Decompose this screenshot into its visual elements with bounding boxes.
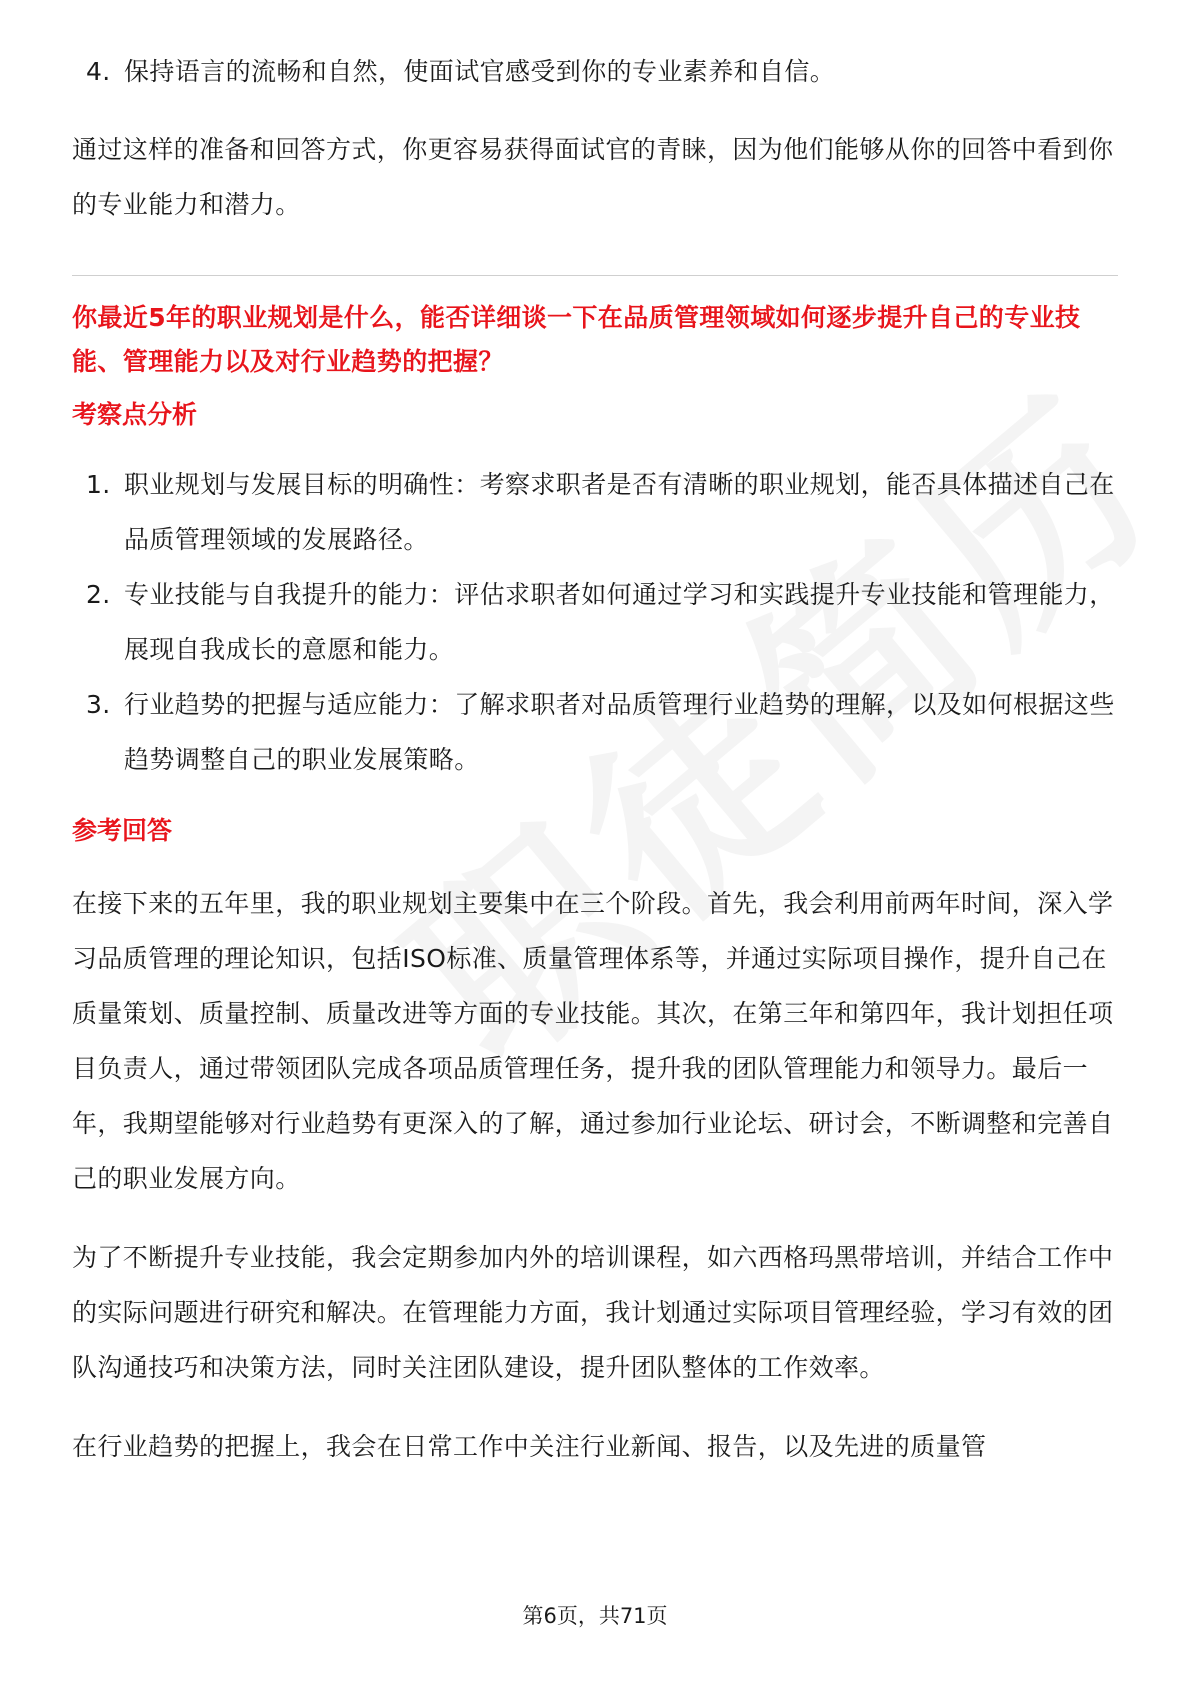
- list-item-number: 1.: [86, 470, 111, 499]
- answer-paragraph: 在接下来的五年里，我的职业规划主要集中在三个阶段。首先，我会利用前两年时间，深入学习品质管理的理论知识，包括ISO标准、质量管理体系等，并通过实际项目操作，提升自己在质量策划、质量控制、质量改进等方面的专业技能。其次，在第三年和第四年，我计划担任项目负责人，通过带领团队完成各项品质管理任务，提升我的团队管理能力和领导力。最后一年，我期望能够对行业趋势有更深入的了解，通过参加行业论坛、研讨会，不断调整和完善自己的职业发展方向。: [72, 889, 1114, 1193]
- list-item-number: 4.: [86, 57, 111, 86]
- analysis-list-item: [72, 457, 1118, 567]
- intro-list-item: [72, 44, 1118, 99]
- intro-paragraph: 通过这样的准备和回答方式，你更容易获得面试官的青睐，因为他们能够从你的回答中看到你的专业能力和潜力。: [72, 135, 1114, 219]
- list-item-text: 职业规划与发展目标的明确性：考察求职者是否有清晰的职业规划，能否具体描述自己在品质管理领域的发展路径。: [124, 470, 1115, 554]
- analysis-list-item: [72, 567, 1118, 677]
- list-item-number: 2.: [86, 580, 111, 609]
- list-item-number: 3.: [86, 690, 111, 719]
- question-heading: 你最近5年的职业规划是什么，能否详细谈一下在品质管理领域如何逐步提升自己的专业技能、管理能力以及对行业趋势的把握？: [72, 303, 1081, 376]
- section-divider: [72, 275, 1118, 276]
- answer-paragraph: 在行业趋势的把握上，我会在日常工作中关注行业新闻、报告，以及先进的质量管: [72, 1432, 987, 1461]
- analysis-list: [72, 457, 1118, 787]
- list-item-text: 保持语言的流畅和自然，使面试官感受到你的专业素养和自信。: [124, 57, 836, 86]
- answer-paragraph: 为了不断提升专业技能，我会定期参加内外的培训课程，如六西格玛黑带培训，并结合工作中的实际问题进行研究和解决。在管理能力方面，我计划通过实际项目管理经验，学习有效的团队沟通技巧和决策方法，同时关注团队建设，提升团队整体的工作效率。: [72, 1243, 1114, 1382]
- answer-title: 参考回答: [72, 816, 173, 845]
- analysis-title: 考察点分析: [72, 400, 198, 429]
- page-number: 第6页，共71页: [522, 1604, 668, 1628]
- list-item-text: 行业趋势的把握与适应能力：了解求职者对品质管理行业趋势的理解，以及如何根据这些趋势调整自己的职业发展策略。: [124, 690, 1115, 774]
- page-content: [72, 44, 1118, 1474]
- list-item-text: 专业技能与自我提升的能力：评估求职者如何通过学习和实践提升专业技能和管理能力，展现自我成长的意愿和能力。: [124, 580, 1115, 664]
- analysis-list-item: [72, 677, 1118, 787]
